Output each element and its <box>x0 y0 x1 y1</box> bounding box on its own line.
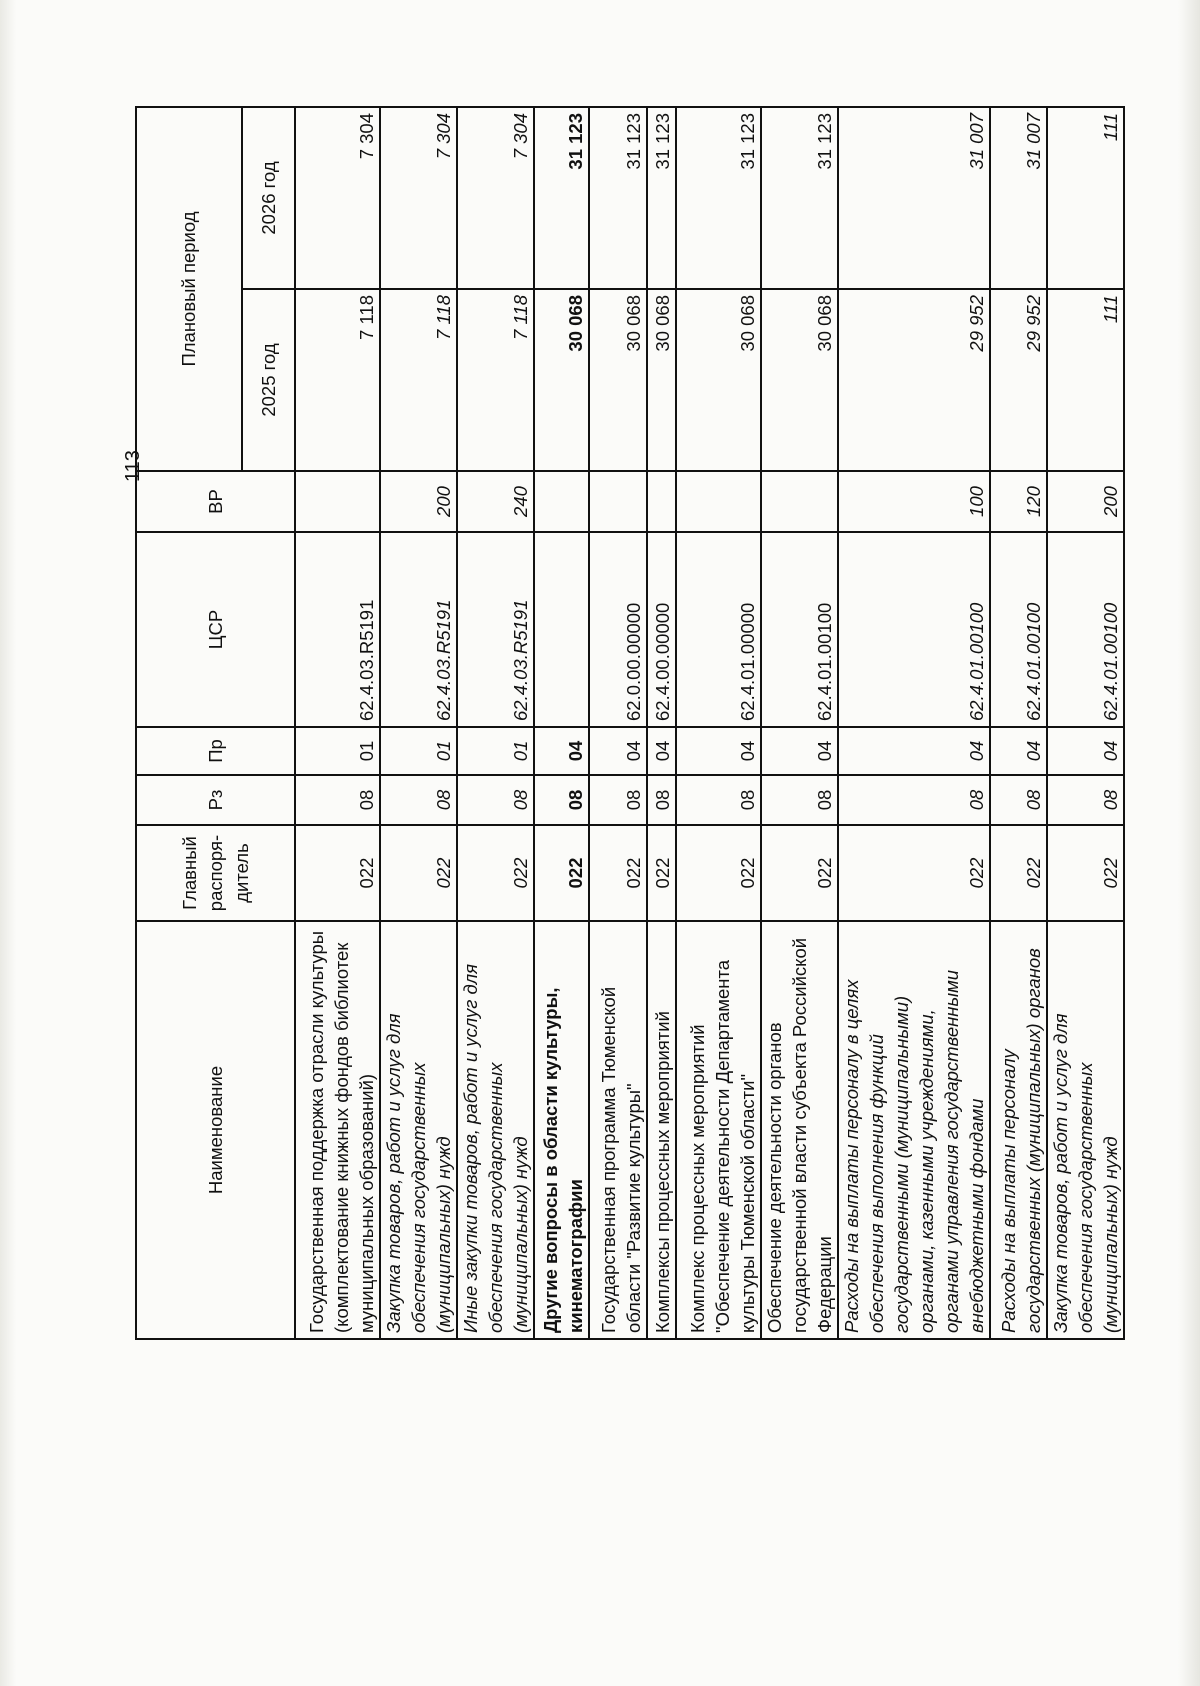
row-rz: 08 <box>990 775 1047 825</box>
table-row <box>457 107 534 1339</box>
budget-table <box>135 106 1125 1340</box>
row-pr: 04 <box>1047 727 1124 775</box>
row-value-2026: 7 304 <box>295 107 380 289</box>
row-vr <box>761 471 838 532</box>
row-value-2025: 111 <box>1047 289 1124 471</box>
row-value-2025: 30 068 <box>534 289 589 471</box>
row-csr: 62.4.01.00100 <box>761 532 838 727</box>
row-rz: 08 <box>457 775 534 825</box>
row-main-manager: 022 <box>380 825 457 921</box>
row-value-2026: 31 123 <box>534 107 589 289</box>
header-planned-period: Плановый период <box>136 107 242 471</box>
table-row <box>380 107 457 1339</box>
row-csr: 62.4.03.R5191 <box>457 532 534 727</box>
row-main-manager: 022 <box>647 825 676 921</box>
row-main-manager: 022 <box>457 825 534 921</box>
page-number: 113 <box>122 450 144 482</box>
row-name: Государственная поддержка отрасли культуры (комплектование книжных фондов библиотек муниципальных образований) <box>295 921 380 1339</box>
row-vr <box>589 471 647 532</box>
row-pr: 01 <box>380 727 457 775</box>
row-value-2025: 30 068 <box>676 289 761 471</box>
table-row <box>647 107 676 1339</box>
row-name: Комплекс процессных мероприятий "Обеспечение деятельности Департамента культуры Тюменской области" <box>676 921 761 1339</box>
table-row <box>1047 107 1124 1339</box>
row-rz: 08 <box>761 775 838 825</box>
table-row <box>990 107 1047 1339</box>
row-value-2026: 31 123 <box>761 107 838 289</box>
row-vr <box>295 471 380 532</box>
row-pr: 04 <box>761 727 838 775</box>
header-pr: Пр <box>136 727 295 775</box>
row-pr: 04 <box>534 727 589 775</box>
row-value-2026: 31 007 <box>990 107 1047 289</box>
row-rz: 08 <box>589 775 647 825</box>
row-pr: 04 <box>838 727 990 775</box>
row-value-2026: 7 304 <box>457 107 534 289</box>
row-value-2026: 31 123 <box>589 107 647 289</box>
row-value-2025: 30 068 <box>761 289 838 471</box>
row-value-2025: 7 118 <box>380 289 457 471</box>
table-row <box>589 107 647 1339</box>
header-year-2025: 2025 год <box>242 289 295 471</box>
row-value-2025: 7 118 <box>457 289 534 471</box>
row-csr: 62.4.03.R5191 <box>380 532 457 727</box>
row-vr: 240 <box>457 471 534 532</box>
header-main-manager: Главный распоря-дитель <box>136 825 295 921</box>
row-name: Обеспечение деятельности органов государственной власти субъекта Российской Федерации <box>761 921 838 1339</box>
row-value-2025: 29 952 <box>838 289 990 471</box>
row-pr: 04 <box>990 727 1047 775</box>
row-csr: 62.0.00.00000 <box>589 532 647 727</box>
table-row <box>534 107 589 1339</box>
table-row <box>676 107 761 1339</box>
row-name: Иные закупки товаров, работ и услуг для обеспечения государственных (муниципальных) нужд <box>457 921 534 1339</box>
row-value-2026: 31 123 <box>676 107 761 289</box>
row-value-2025: 7 118 <box>295 289 380 471</box>
row-rz: 08 <box>1047 775 1124 825</box>
row-rz: 08 <box>676 775 761 825</box>
row-name: Закупка товаров, работ и услуг для обеспечения государственных (муниципальных) нужд <box>380 921 457 1339</box>
rotated-table-container <box>135 108 1121 1340</box>
row-csr <box>534 532 589 727</box>
row-value-2026: 31 123 <box>647 107 676 289</box>
table-body <box>295 107 1124 1339</box>
row-csr: 62.4.01.00000 <box>676 532 761 727</box>
row-pr: 04 <box>647 727 676 775</box>
row-main-manager: 022 <box>838 825 990 921</box>
row-main-manager: 022 <box>534 825 589 921</box>
row-rz: 08 <box>838 775 990 825</box>
row-name: Комплексы процессных мероприятий <box>647 921 676 1339</box>
row-csr: 62.4.01.00100 <box>990 532 1047 727</box>
header-year-2026: 2026 год <box>242 107 295 289</box>
row-pr: 04 <box>589 727 647 775</box>
row-vr: 200 <box>380 471 457 532</box>
table-row <box>295 107 380 1339</box>
row-main-manager: 022 <box>589 825 647 921</box>
row-name: Расходы на выплаты персоналу в целях обеспечения выполнения функций государственными (муниципальными) органами, казенными учреждениями, органами управления государственными внебюджетными фондами <box>838 921 990 1339</box>
row-vr <box>647 471 676 532</box>
row-name: Другие вопросы в области культуры, кинематографии <box>534 921 589 1339</box>
row-main-manager: 022 <box>990 825 1047 921</box>
row-vr <box>676 471 761 532</box>
row-main-manager: 022 <box>295 825 380 921</box>
row-main-manager: 022 <box>761 825 838 921</box>
row-vr: 120 <box>990 471 1047 532</box>
header-csr: ЦСР <box>136 532 295 727</box>
row-value-2026: 111 <box>1047 107 1124 289</box>
row-value-2026: 31 007 <box>838 107 990 289</box>
row-csr: 62.4.01.00100 <box>1047 532 1124 727</box>
row-value-2025: 30 068 <box>589 289 647 471</box>
row-value-2026: 7 304 <box>380 107 457 289</box>
row-pr: 01 <box>457 727 534 775</box>
row-vr: 200 <box>1047 471 1124 532</box>
table-row <box>761 107 838 1339</box>
row-name: Государственная программа Тюменской области "Развитие культуры" <box>589 921 647 1339</box>
row-pr: 04 <box>676 727 761 775</box>
row-csr: 62.4.00.00000 <box>647 532 676 727</box>
scan-edge-right <box>1178 0 1200 1686</box>
row-csr: 62.4.03.R5191 <box>295 532 380 727</box>
row-main-manager: 022 <box>1047 825 1124 921</box>
row-rz: 08 <box>380 775 457 825</box>
row-vr: 100 <box>838 471 990 532</box>
row-value-2025: 29 952 <box>990 289 1047 471</box>
header-name: Наименование <box>136 921 295 1339</box>
scan-edge-left <box>0 0 16 1686</box>
row-main-manager: 022 <box>676 825 761 921</box>
table-row <box>838 107 990 1339</box>
row-vr <box>534 471 589 532</box>
header-vr: ВР <box>136 471 295 532</box>
row-pr: 01 <box>295 727 380 775</box>
row-name: Расходы на выплаты персоналу государственных (муниципальных) органов <box>990 921 1047 1339</box>
row-csr: 62.4.01.00100 <box>838 532 990 727</box>
row-rz: 08 <box>534 775 589 825</box>
row-value-2025: 30 068 <box>647 289 676 471</box>
row-rz: 08 <box>295 775 380 825</box>
row-name: Закупка товаров, работ и услуг для обеспечения государственных (муниципальных) нужд <box>1047 921 1124 1339</box>
row-rz: 08 <box>647 775 676 825</box>
header-rz: Рз <box>136 775 295 825</box>
